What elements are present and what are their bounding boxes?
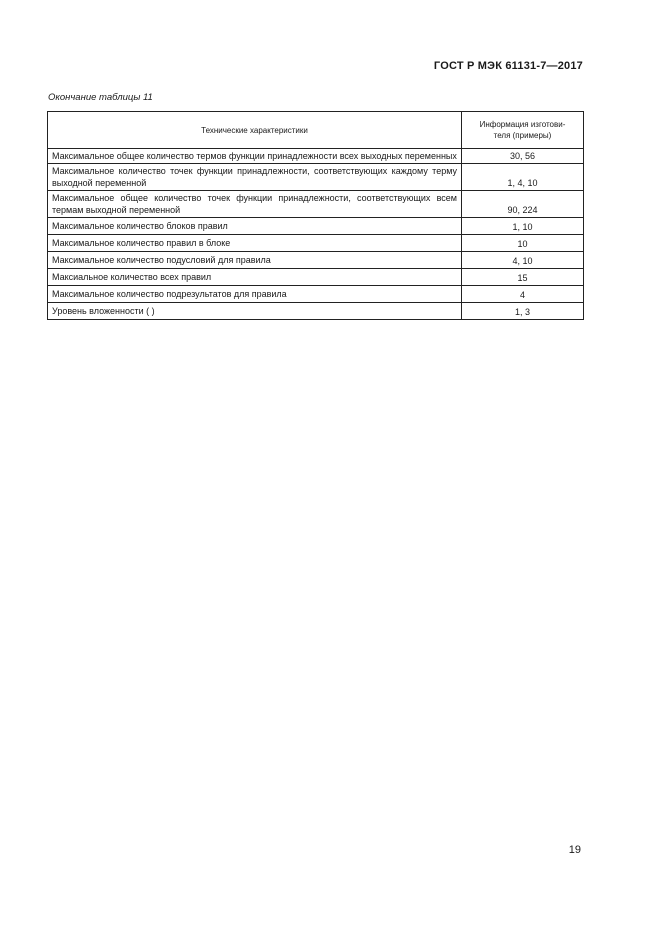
value-cell: 1, 4, 10 (462, 164, 584, 191)
parameter-cell: Уровень вложенности ( ) (48, 303, 462, 320)
value-cell: 4, 10 (462, 252, 584, 269)
column-header-manufacturer-info (462, 112, 584, 149)
table-row (48, 269, 584, 286)
table-row (48, 149, 584, 164)
parameter-cell: Максимальное количество подусловий для правила (48, 252, 462, 269)
value-cell: 10 (462, 235, 584, 252)
parameter-cell: Максимальное количество блоков правил (48, 218, 462, 235)
table-row (48, 191, 584, 218)
table-row (48, 235, 584, 252)
table-row (48, 218, 584, 235)
column-header-line: Информация изготови- (479, 120, 566, 129)
value-cell: 15 (462, 269, 584, 286)
value-cell: 1, 10 (462, 218, 584, 235)
specifications-table (47, 111, 584, 320)
standard-code-header: ГОСТ Р МЭК 61131-7—2017 (433, 60, 583, 72)
page-number: 19 (568, 844, 581, 856)
table-row (48, 286, 584, 303)
parameter-cell: Максиальное количество всех правил (48, 269, 462, 286)
value-cell: 30, 56 (462, 149, 584, 164)
table-row (48, 303, 584, 320)
table-header-row (48, 112, 584, 149)
value-cell: 1, 3 (462, 303, 584, 320)
table-row (48, 252, 584, 269)
table-caption: Окончание таблицы 11 (48, 92, 153, 103)
parameter-cell: Максимальное общее количество точек функции принадлежности, соответствующих всем термам выходной переменной (48, 191, 462, 218)
parameter-cell: Максимальное количество точек функции принадлежности, соответствующих каждому терму выходной переменной (48, 164, 462, 191)
parameter-cell: Максимальное количество правил в блоке (48, 235, 462, 252)
value-cell: 90, 224 (462, 191, 584, 218)
parameter-cell: Максимальное общее количество термов функции принадлежности всех выходных переменных (48, 149, 462, 164)
parameter-cell: Максимальное количество подрезультатов для правила (48, 286, 462, 303)
value-cell: 4 (462, 286, 584, 303)
table-row (48, 164, 584, 191)
column-header-characteristics: Технические характеристики (48, 112, 462, 149)
column-header-line: теля (примеры) (493, 131, 552, 140)
